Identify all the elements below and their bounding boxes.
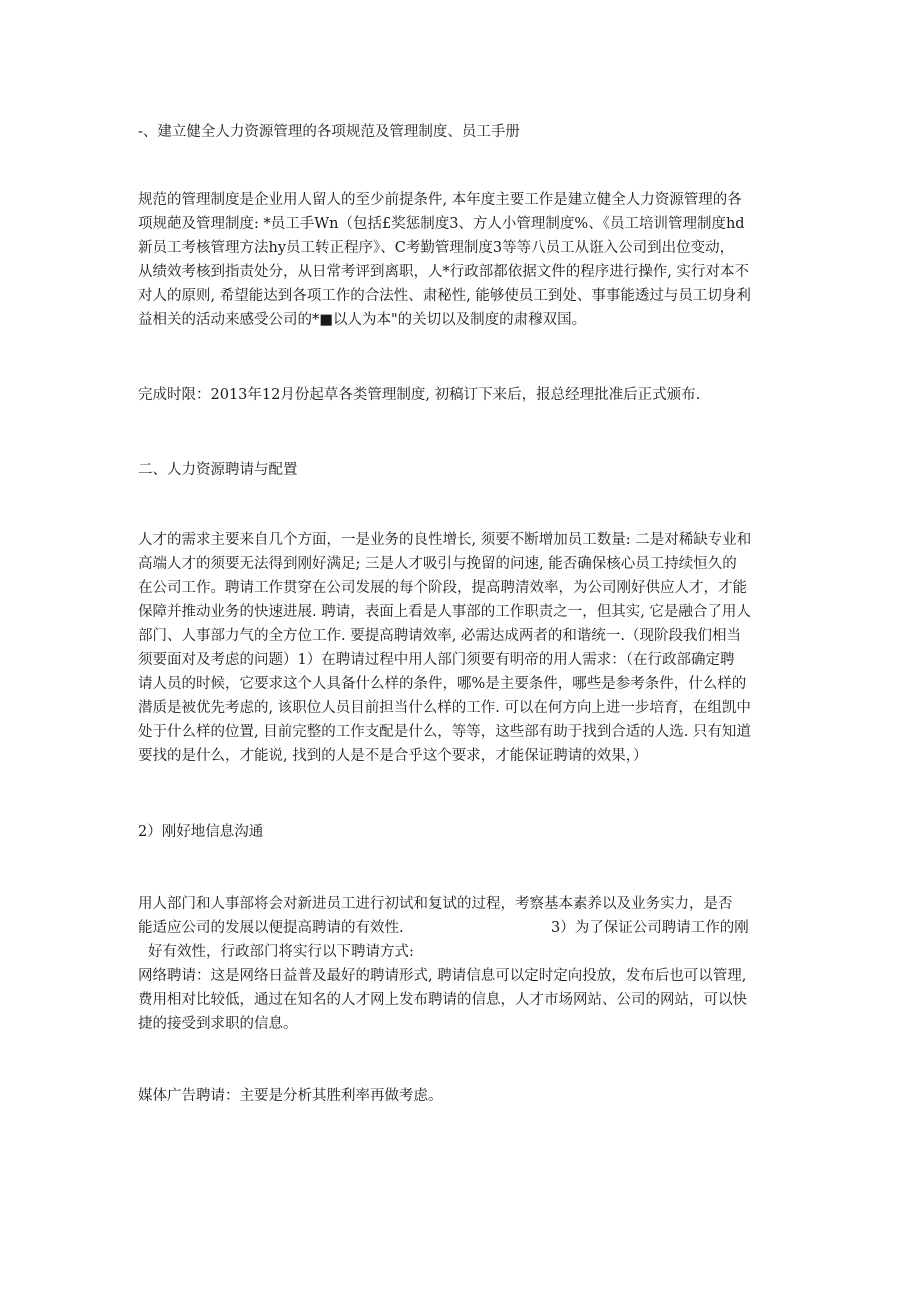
section1-heading: -、建立健全人力资源管理的各项规范及管理制度、员工手册 [138,124,520,140]
section2-paragraph-line: 要找的是什么，才能说, 找到的人是不是合乎这个要求，才能保证聘请的效果，） [138,748,648,764]
section1-deadline: 完成时限：2013年12月份起草各类管理制度, 初稿订下来后，报总经理批准后正式颁布. [138,387,701,403]
section2-paragraph-line: 人才的需求主要来自几个方面，一是业务的良性增长, 须要不断增加员工数量: 二是对稀缺专业和 [138,532,752,548]
section3-paragraph-line: 能适应公司的发展以便提高聘请的有效性. [138,920,404,936]
section1-paragraph-line: 对人的原则, 希望能达到各项工作的合法性、肃秘性, 能够使员工到处、事事能透过与员工切身利 [138,288,751,304]
section2-paragraph-line: 请人员的时候，它要求这个人具备什么样的条件，哪%是主要条件，哪些是参考条件，什么样的 [138,676,747,692]
section1-paragraph-line: 项规葩及管理制度: *员工手Wn（包括£奖惩制度3、方人小管理制度%、《员工培训管理制度hd [138,216,745,232]
section2-paragraph-line: 部门、人事部力气的全方位工作. 要提高聘请效率, 必需达成两者的和谐统一.（现阶段我们相当 [138,628,742,644]
section2-paragraph-line: 保障并推动业务的快速进展. 聘请，表面上看是人事部的工作职责之一，但其实, 它是融合了用人 [138,604,751,620]
section2-paragraph-line: 高端人才的须要无法得到刚好满足; 三是人才吸引与挽留的问速, 能否确保核心员工持续恒久的 [138,556,737,572]
section3-paragraph-line: 用人部门和人事部将会对新进员工进行初试和复试的过程，考察基本素养以及业务实力，是否 [138,896,733,912]
network-recruiting-line: 捷的接受到求职的信息。 [138,1016,298,1032]
section1-paragraph-line: 新员工考核管理方法hy员工转正程序》、C考勤管理制度3等等八员工从诳入公司到出位变动， [138,240,735,256]
section2-paragraph-line: 须要面对及考虑的问题）1）在聘请过程中用人部门须要有明帝的用人需求：（在行政部确定聘 [138,652,735,668]
section3-paragraph-line: 3）为了保证公司聘请工作的刚 [551,920,749,936]
section3-paragraph-line: 好有效性，行政部门将实行以下聘请方式: [148,944,414,960]
network-recruiting-line: 网络聘请：这是网络日益普及最好的聘请形式, 聘请信息可以定时定向投放，发布后也可以管理, [138,968,747,984]
section2-paragraph-line: 在公司工作。聘请工作贯穿在公司发展的每个阶段，提高聘清效率，为公司刚好供应人才，才能 [138,580,747,596]
section1-paragraph-line: 规范的管理制度是企业用人留人的至少前提条件, 本年度主要工作是建立健全人力资源管理的各 [138,192,742,208]
section1-paragraph-line: 益相关的活动来感受公司的*■以人为本"的关切以及制度的肃穆双国。 [138,312,587,328]
media-recruiting-line: 媒体广告聘请：主要是分析其胜利率再做考虑。 [138,1088,443,1104]
section3-heading: 2）刚好地信息沟通 [138,824,264,840]
section1-paragraph-line: 从绩效考核到指责处分，从日常考评到离职，人*行政部都依据文件的程序进行操作, 实行对本不 [138,264,749,280]
section2-paragraph-line: 潜质是被优先考虑的, 该职位人员目前担当什么样的工作. 可以在何方向上进一步培育，在组凯中 [138,700,751,716]
section2-heading: 二、人力资源聘请与配置 [138,462,298,478]
network-recruiting-line: 费用相对比较低，通过在知名的人才网上发布聘请的信息，人才市场网站、公司的网站，可以快 [138,992,747,1008]
section2-paragraph-line: 处于什么样的位置, 目前完整的工作支配是什么，等等，这些部有助于找到合适的人选. 只有知道 [138,724,751,740]
